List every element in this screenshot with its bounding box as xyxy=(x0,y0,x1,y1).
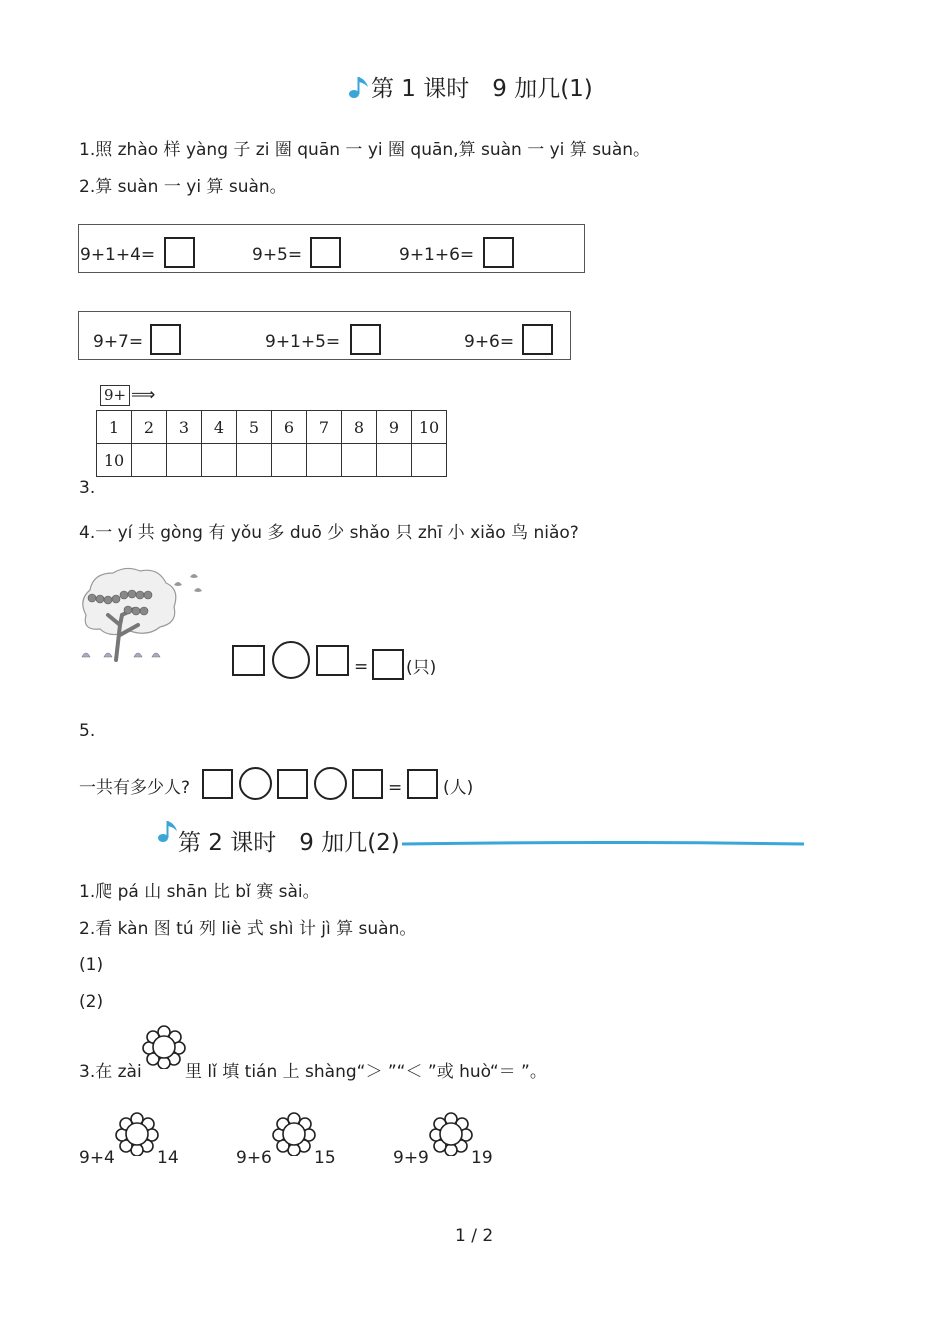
music-note-icon xyxy=(348,74,370,104)
q5-prompt: 一共有多少人? xyxy=(79,778,191,798)
lesson2-q2-part2: (2) xyxy=(79,992,104,1012)
equation: 9+1+4= xyxy=(80,245,156,265)
lesson2-q3-end: 里 lǐ 填 tián 上 shàng“＞ ”“＜ ”或 huò“＝ ”。 xyxy=(185,1062,547,1082)
lesson2-title: 第 2 课时 9 加几(2) xyxy=(178,830,400,856)
compare-right: 19 xyxy=(471,1148,493,1168)
music-note-icon xyxy=(157,818,179,848)
compare-left: 9+4 xyxy=(79,1148,115,1168)
tree-birds-illustration xyxy=(78,565,213,669)
table-cell: 10 xyxy=(412,411,447,444)
title-underline xyxy=(402,833,804,852)
answer-cell[interactable] xyxy=(342,444,377,477)
table-cell: 4 xyxy=(202,411,237,444)
unit-label: (人) xyxy=(443,778,474,798)
flower-icon[interactable] xyxy=(272,1112,316,1160)
compare-left: 9+6 xyxy=(236,1148,272,1168)
answer-cell[interactable] xyxy=(237,444,272,477)
flower-icon[interactable] xyxy=(115,1112,159,1160)
lesson2-q2: 2.看 kàn 图 tú 列 liè 式 shì 计 jì 算 suàn。 xyxy=(79,919,417,939)
flower-icon xyxy=(142,1025,186,1073)
lesson1-title: 第 1 课时 9 加几(1) xyxy=(371,76,593,102)
lesson2-q2-part1: (1) xyxy=(79,955,104,975)
nine-plus-tag: 9+ xyxy=(100,385,130,406)
answer-cell[interactable] xyxy=(412,444,447,477)
answer-cell[interactable] xyxy=(377,444,412,477)
lesson1-q1: 1.照 zhào 样 yàng 子 zi 圈 quān 一 yi 圈 quān,算 suàn 一 yi 算 suàn。 xyxy=(79,140,651,160)
lesson1-q5: 5. xyxy=(79,721,96,741)
table-cell: 10 xyxy=(97,444,132,477)
answer-cell[interactable] xyxy=(272,444,307,477)
compare-right: 14 xyxy=(157,1148,179,1168)
lesson2-q1: 1.爬 pá 山 shān 比 bǐ 赛 sài。 xyxy=(79,882,320,902)
answer-box[interactable] xyxy=(150,324,181,355)
flower-icon[interactable] xyxy=(429,1112,473,1160)
equation: 9+1+5= xyxy=(265,332,341,352)
answer-cell[interactable] xyxy=(132,444,167,477)
page-number: 1 / 2 xyxy=(455,1226,494,1246)
lesson1-q4: 4.一 yí 共 gòng 有 yǒu 多 duō 少 shǎo 只 zhī 小 xiǎo 鸟 niǎo? xyxy=(79,523,579,543)
answer-box[interactable] xyxy=(407,769,438,799)
addition-table xyxy=(96,410,447,477)
compare-right: 15 xyxy=(314,1148,336,1168)
answer-cell[interactable] xyxy=(202,444,237,477)
table-cell: 6 xyxy=(272,411,307,444)
answer-box[interactable] xyxy=(483,237,514,268)
number-box[interactable] xyxy=(232,645,265,676)
number-box[interactable] xyxy=(352,769,383,799)
lesson1-q3-label: 3. xyxy=(79,478,96,498)
answer-box[interactable] xyxy=(350,324,381,355)
unit-label: (只) xyxy=(406,658,437,678)
table-cell: 1 xyxy=(97,411,132,444)
equals-sign: = xyxy=(388,778,403,798)
answer-box[interactable] xyxy=(372,649,404,680)
equation: 9+7= xyxy=(93,332,144,352)
table-cell: 2 xyxy=(132,411,167,444)
number-box[interactable] xyxy=(316,645,349,676)
answer-box[interactable] xyxy=(310,237,341,268)
table-cell: 8 xyxy=(342,411,377,444)
table-cell: 9 xyxy=(377,411,412,444)
equation: 9+1+6= xyxy=(399,245,475,265)
equation: 9+5= xyxy=(252,245,303,265)
table-cell: 5 xyxy=(237,411,272,444)
answer-cell[interactable] xyxy=(167,444,202,477)
compare-left: 9+9 xyxy=(393,1148,429,1168)
equals-sign: = xyxy=(354,657,369,677)
table-cell: 7 xyxy=(307,411,342,444)
answer-cell[interactable] xyxy=(307,444,342,477)
operator-circle[interactable] xyxy=(239,767,272,800)
number-box[interactable] xyxy=(277,769,308,799)
table-cell: 3 xyxy=(167,411,202,444)
answer-box[interactable] xyxy=(164,237,195,268)
operator-circle[interactable] xyxy=(272,641,310,679)
lesson2-q3-start: 3.在 zài xyxy=(79,1062,142,1082)
lesson1-q2: 2.算 suàn 一 yi 算 suàn。 xyxy=(79,177,287,197)
answer-box[interactable] xyxy=(522,324,553,355)
number-box[interactable] xyxy=(202,769,233,799)
operator-circle[interactable] xyxy=(314,767,347,800)
arrow-icon: ⟹ xyxy=(131,385,156,405)
equation: 9+6= xyxy=(464,332,515,352)
